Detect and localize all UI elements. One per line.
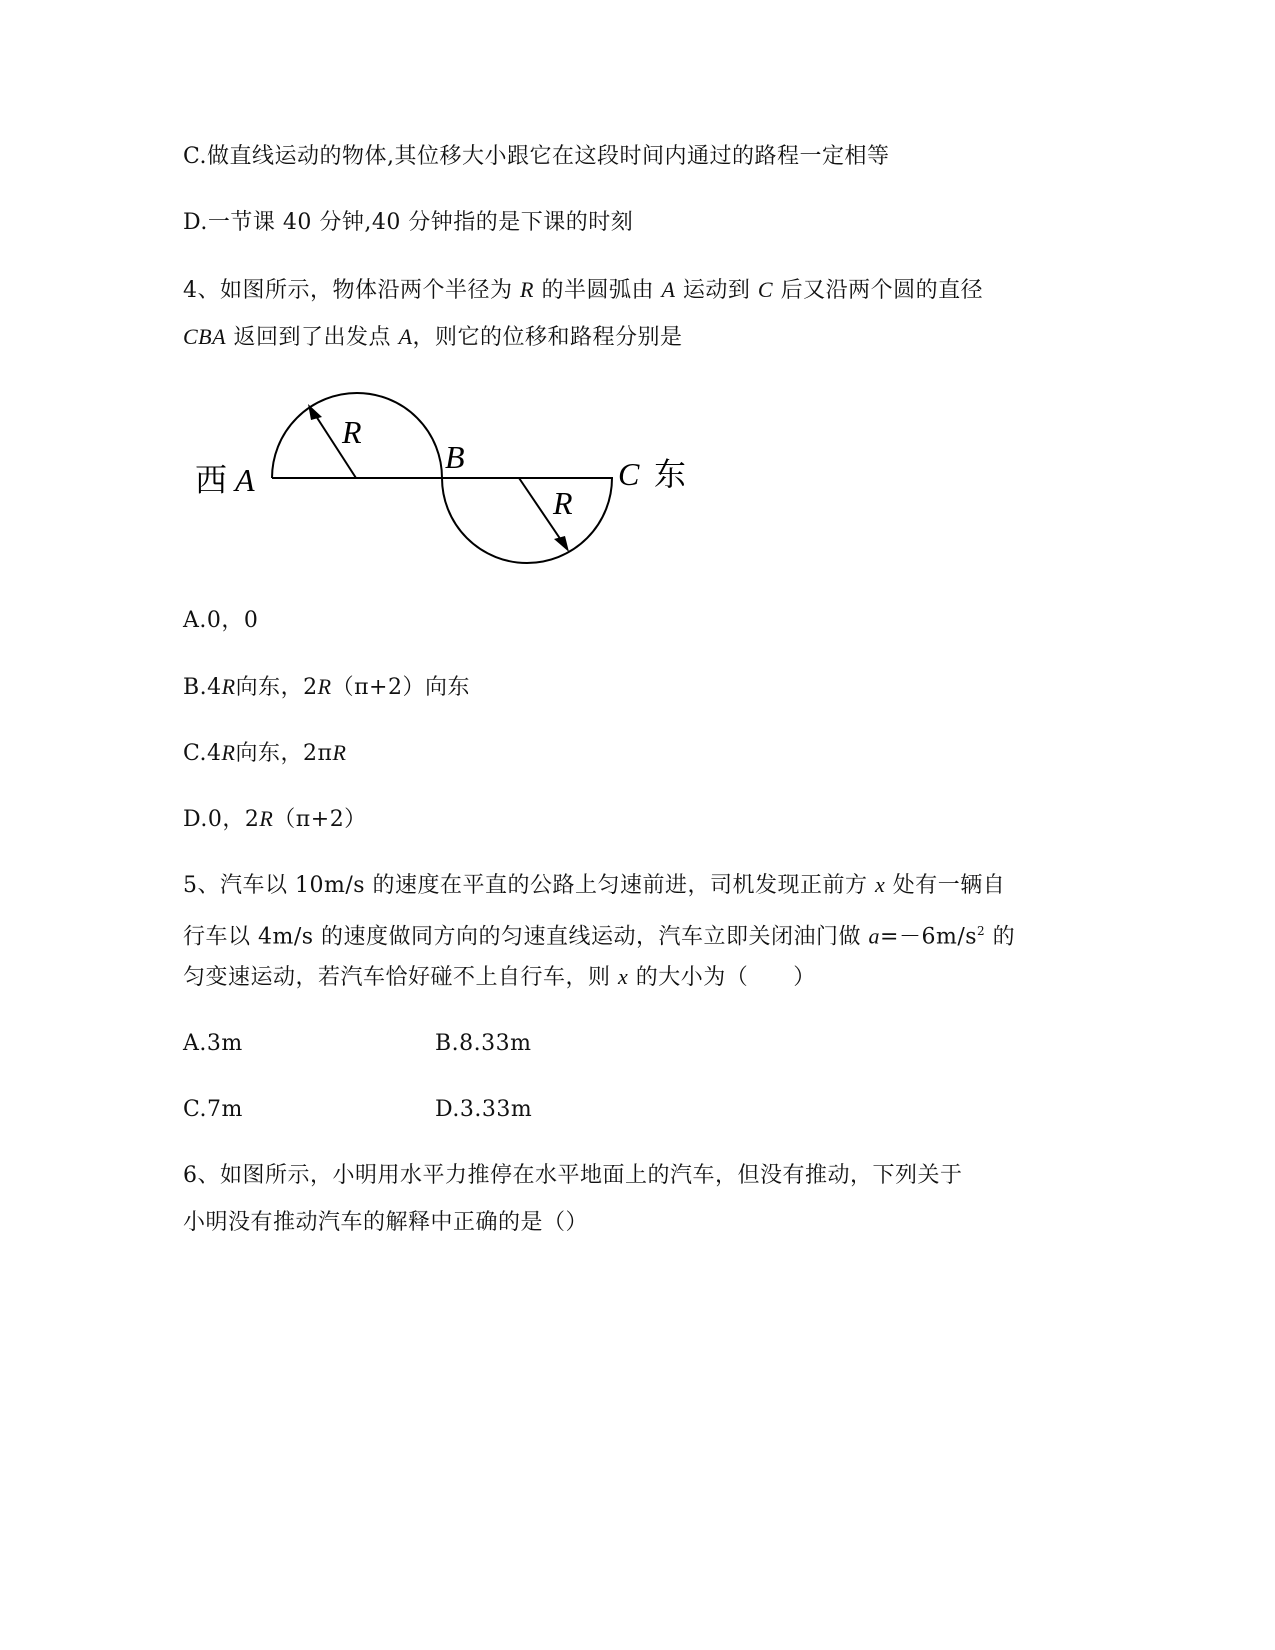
q4-text: 的半圆弧由 [533, 278, 662, 303]
q4-symbol-r: R [259, 806, 274, 831]
q4-text: 4、如图所示，物体沿两个半径为 [183, 278, 520, 303]
q4-option-c [183, 739, 346, 768]
q4-text: 后又沿两个圆的直径 [773, 278, 984, 303]
label-radius-top: R [342, 414, 362, 450]
q5-symbol-a: a [868, 923, 881, 949]
q5-text: 匀变速运动，若汽车恰好碰不上自行车，则 [183, 965, 618, 990]
q4-option-text: 向东，2 [235, 675, 318, 700]
option-c-prev: C.做直线运动的物体,其位移大小跟它在这段时间内通过的路程一定相等 [183, 144, 890, 169]
label-west: 西 [195, 462, 228, 498]
semicircle-path-figure [195, 390, 715, 590]
q4-option-a: A.0，0 [183, 608, 259, 633]
q4-text: ，则它的位移和路程分别是 [412, 325, 683, 350]
q5-text: 5、汽车以 10m/s 的速度在平直的公路上匀速前进，司机发现正前方 [183, 873, 876, 898]
q4-symbol-c: C [757, 277, 774, 302]
q4-option-text: B.4 [183, 675, 222, 700]
q4-symbol-a: A [398, 324, 413, 349]
q4-option-text: （π+2） [273, 807, 367, 832]
q5-symbol-x: x [618, 964, 629, 989]
q5-text: 的大小为（ ） [628, 965, 816, 990]
question-5-line-1 [183, 871, 1005, 900]
q4-symbol-a: A [661, 277, 676, 302]
q4-option-d [183, 805, 367, 834]
q4-option-text: （π+2）向东 [331, 675, 470, 700]
label-c: C [618, 456, 640, 492]
q4-symbol-r: R [332, 740, 347, 765]
question-5-line-2 [183, 917, 1015, 951]
q4-option-text: C.4 [183, 741, 222, 766]
q5-option-b: B.8.33m [435, 1031, 532, 1056]
question-4-line-2 [183, 323, 683, 352]
q4-symbol-r: R [221, 674, 236, 699]
option-d-prev: D.一节课 40 分钟,40 分钟指的是下课的时刻 [183, 210, 634, 235]
q4-option-text: D.0，2 [183, 807, 260, 832]
question-6-line-2: 小明没有推动汽车的解释中正确的是（） [183, 1210, 589, 1235]
q4-text: 运动到 [675, 278, 758, 303]
q4-symbol-r: R [520, 277, 534, 302]
label-b: B [445, 439, 465, 475]
arrowhead-bottom [554, 536, 569, 552]
question-5-line-3 [183, 963, 816, 992]
question-4-line-1 [183, 276, 983, 305]
question-6-line-1: 6、如图所示，小明用水平力推停在水平地面上的汽车，但没有推动，下列关于 [183, 1163, 963, 1188]
q4-option-b [183, 673, 470, 702]
q5-text: =－6m/s [880, 924, 978, 950]
q4-option-text: 向东，2π [235, 741, 333, 766]
q4-symbol-r: R [221, 740, 236, 765]
arrowhead-top [308, 404, 322, 420]
label-radius-bottom: R [553, 485, 573, 521]
q4-symbol-r: R [317, 674, 332, 699]
label-east: 东 [654, 456, 687, 492]
q5-symbol-x: x [875, 872, 886, 897]
q5-text: 行车以 4m/s 的速度做同方向的匀速直线运动，汽车立即关闭油门做 [183, 924, 869, 950]
q4-symbol-cba: CBA [183, 324, 227, 349]
q5-option-c: C.7m [183, 1097, 243, 1122]
q4-text: 返回到了出发点 [226, 325, 399, 350]
q5-superscript: 2 [977, 924, 986, 938]
q5-text: 处有一辆自 [885, 873, 1006, 898]
q5-option-d: D.3.33m [435, 1097, 533, 1122]
label-a: A [235, 462, 255, 498]
q5-option-a: A.3m [183, 1031, 243, 1056]
q5-text: 的 [985, 924, 1016, 950]
